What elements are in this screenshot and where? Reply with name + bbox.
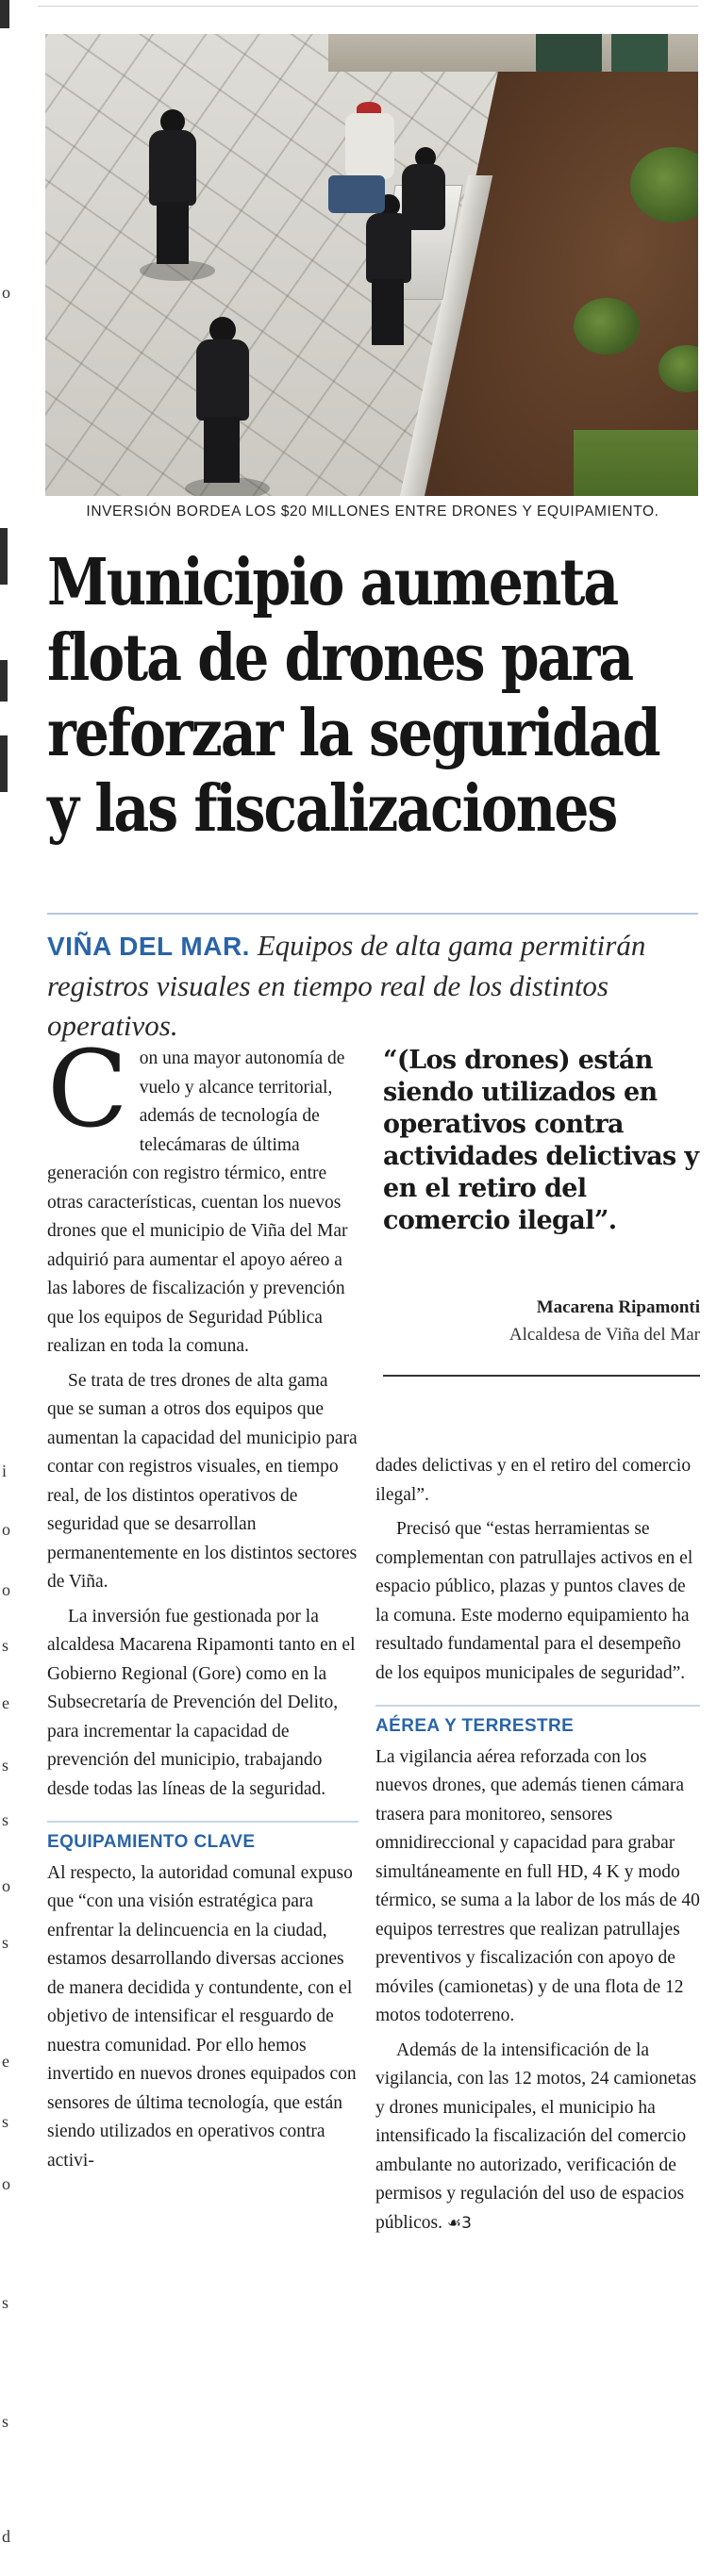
paragraph-text: on una mayor autonomía de vuelo y alcance territorial, además de tecnología de telecámaras de última generación con registro térmico, entre otras características, cuentan los nuevos drones que el municipio de Viña del Mar adquirió para aumentar el apoyo aéreo a las labores de fiscalización y prevención que los equipos de Seguridad Pública realizan en toda la comuna. bbox=[47, 1049, 348, 1356]
paragraph bbox=[375, 2037, 700, 2238]
edge-text-fragment: o bbox=[2, 283, 10, 302]
article-headline bbox=[47, 545, 696, 847]
figure-body bbox=[196, 339, 249, 421]
section-subhead: EQUIPAMIENTO CLAVE bbox=[47, 1821, 358, 1858]
lede-text: Equipos de alta gama permitirán registros visuales en tiempo real de los distintos operativos. bbox=[47, 929, 646, 1042]
paragraph: Precisó que “estas herramientas se complementan con patrullajes activos en el espacio público, plazas y puntos claves de la comuna. Este moderno equipamiento ha resultado fundamental para el desempeño de los equipos municipales de seguridad”. bbox=[375, 1519, 693, 1683]
photo-trash-bin bbox=[611, 34, 668, 75]
paragraph: Se trata de tres drones de alta gama que se suman a otros dos equipos que aumentan la capacidad del municipio para contar con registros visuales, en tiempo real, de los distintos operativos de seguridad que se desarrollan permanentemente en los distintos sectores de Viña. bbox=[47, 1370, 358, 1592]
headline-line: reforzar la seguridad bbox=[47, 696, 659, 771]
edge-text-fragment: s bbox=[2, 2112, 9, 2131]
edge-text-fragment: s bbox=[2, 1636, 9, 1655]
photo-officer bbox=[140, 109, 206, 279]
photo-trash-bin bbox=[536, 34, 602, 75]
news-photo bbox=[45, 34, 698, 496]
edge-text-fragment: e bbox=[2, 1693, 9, 1712]
edge-text-fragment: o bbox=[2, 1520, 10, 1539]
photo-officer bbox=[392, 147, 459, 279]
section-subhead: AÉREA Y TERRESTRE bbox=[375, 1705, 700, 1742]
edge-text-fragment: o bbox=[2, 1580, 10, 1599]
photo-bush bbox=[574, 298, 640, 355]
figure-body bbox=[402, 164, 445, 230]
photo-civilian-jeans bbox=[328, 175, 385, 213]
article-column-right bbox=[375, 1452, 700, 2243]
edge-shadow bbox=[0, 660, 8, 702]
figure-body bbox=[149, 130, 196, 206]
end-of-article-mark: ☙3 bbox=[446, 2213, 472, 2233]
photo-caption: INVERSIÓN BORDEA LOS $20 MILLONES ENTRE DRONES Y EQUIPAMIENTO. bbox=[86, 504, 659, 520]
edge-text-fragment: e bbox=[2, 2052, 9, 2071]
article-column-left bbox=[47, 1029, 358, 2181]
edge-text-fragment: s bbox=[2, 1933, 9, 1952]
headline-line: Municipio aumenta bbox=[47, 545, 618, 620]
top-rule bbox=[38, 6, 698, 7]
quote-author: Macarena Ripamonti bbox=[536, 1297, 700, 1317]
photo-officer bbox=[185, 317, 260, 496]
headline-line: y las fiscalizaciones bbox=[47, 771, 617, 847]
dateline: VIÑA DEL MAR. bbox=[47, 932, 250, 961]
edge-shadow bbox=[0, 0, 9, 28]
edge-text-fragment: s bbox=[2, 1810, 9, 1829]
adjacent-page-edge bbox=[0, 0, 26, 2576]
paragraph-text: Además de la intensificación de la vigilancia, con las 12 motos, 24 camionetas y drones municipales, el municipio ha intensificado la fiscalización del comercio ambulante no autorizado, verificación de permisos y regulación del uso de espacios públicos. bbox=[375, 2039, 697, 2233]
figure-legs bbox=[204, 417, 240, 483]
edge-text-fragment: s bbox=[2, 2412, 9, 2431]
edge-shadow bbox=[0, 528, 8, 585]
paragraph: La inversión fue gestionada por la alcaldesa Macarena Ripamonti tanto en el Gobierno Regional (Gore) como en la Subsecretaría de Prevención del Delito, para incrementar la capacidad de prevención del municipio, trabajando desde todas las líneas de la seguridad. bbox=[47, 1606, 356, 1799]
article-lede bbox=[47, 926, 708, 1046]
paragraph: La vigilancia aérea reforzada con los nuevos drones, que además tienen cámara trasera para monitoreo, sensores omnidireccional y capacidad para grabar simultáneamente en full HD, 4 K y modo térmico, se suma a la labor de los más de 40 equipos terrestres que realizan patrullajes preventivos y fiscalización con apoyo de móviles (camionetas) y de una flota de 12 motos todoterreno. bbox=[375, 1746, 700, 2025]
edge-shadow bbox=[0, 735, 8, 792]
headline-divider bbox=[47, 913, 698, 915]
photo-civilian-shirt bbox=[345, 113, 394, 179]
edge-text-fragment: i bbox=[2, 1461, 8, 1480]
pull-quote: “(Los drones) están siendo utilizados en operativos contra actividades delictivas y en el retiro del comercio ilegal”. bbox=[383, 1046, 699, 1235]
figure-legs bbox=[157, 202, 189, 264]
quote-role: Alcaldesa de Viña del Mar bbox=[509, 1325, 700, 1345]
headline-line: flota de drones para bbox=[47, 620, 633, 696]
edge-text-fragment: s bbox=[2, 1756, 9, 1775]
photo-grass bbox=[574, 430, 698, 496]
edge-text-fragment: d bbox=[2, 2527, 10, 2546]
edge-text-fragment: o bbox=[2, 2174, 10, 2193]
edge-text-fragment: o bbox=[2, 1876, 10, 1895]
paragraph bbox=[47, 1029, 358, 1362]
quote-divider bbox=[383, 1375, 700, 1377]
paragraph: Al respecto, la autoridad comunal expuso que “con una visión estratégica para enfrentar la delincuencia en la ciudad, estamos desarrollando diversas acciones de manera decidida y contundente, con el objetivo de intensificar el resguardo de nuestra comunidad. Por ello hemos invertido en nuevos drones equipados con sensores de última tecnología, que están siendo utilizados en operativos contra activi- bbox=[47, 1862, 357, 2171]
figure-legs bbox=[372, 279, 404, 345]
edge-text-fragment: s bbox=[2, 2293, 9, 2312]
drop-cap: C bbox=[47, 1029, 128, 1151]
paragraph: dades delictivas y en el retiro del comercio ilegal”. bbox=[375, 1456, 692, 1505]
